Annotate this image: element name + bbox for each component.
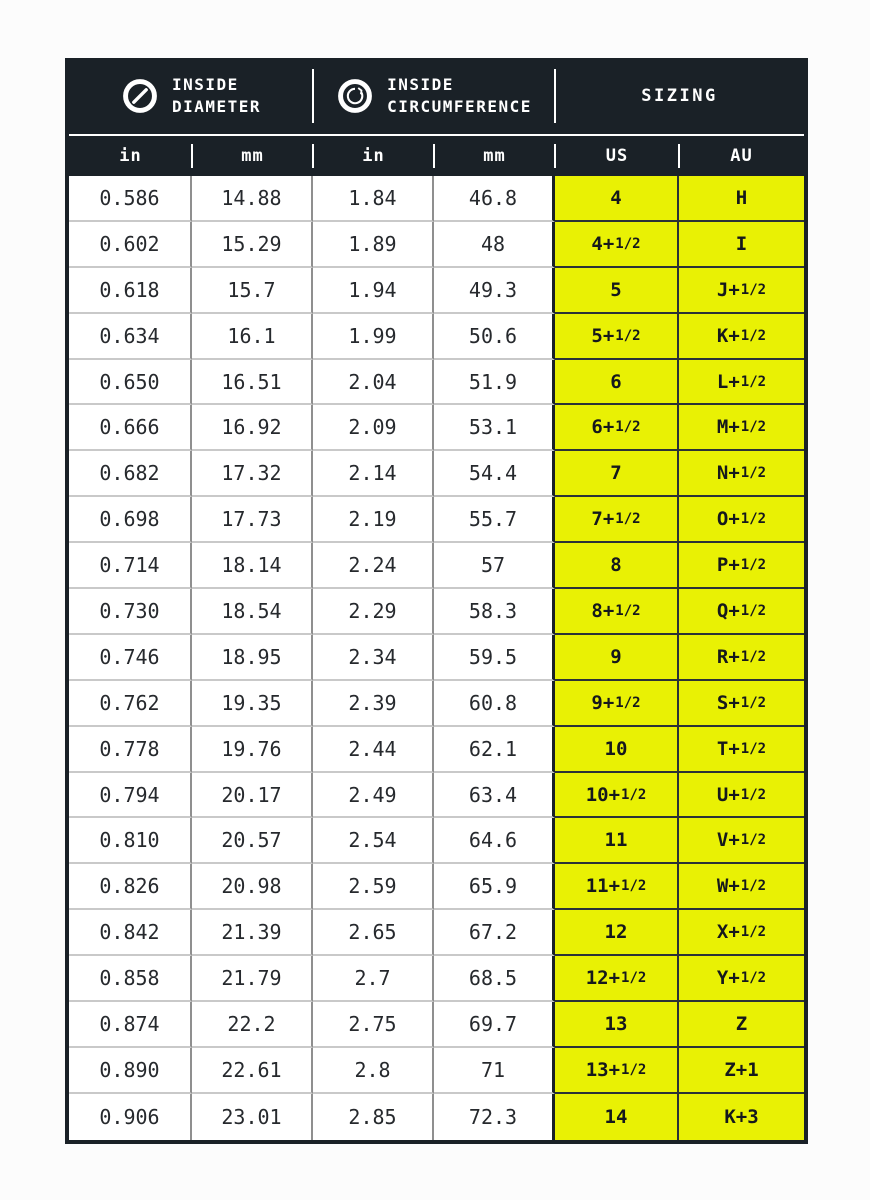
circumference-in-cell: 2.24 (313, 543, 434, 589)
au-size-cell: Z (679, 1002, 804, 1048)
diameter-mm-cell: 20.98 (192, 864, 313, 910)
au-size-cell: T+ 1/2 (679, 727, 804, 773)
circumference-in-cell: 2.39 (313, 681, 434, 727)
sizing-header (555, 58, 804, 134)
au-size-cell: K+3 (679, 1094, 804, 1140)
diameter-in-cell: 0.634 (69, 314, 192, 360)
table-row (69, 818, 804, 864)
diameter-in-cell: 0.842 (69, 910, 192, 956)
ring-size-chart (65, 58, 808, 1144)
au-size-cell: J+ 1/2 (679, 268, 804, 314)
au-size-cell: O+ 1/2 (679, 497, 804, 543)
table-row (69, 727, 804, 773)
diameter-mm-cell: 18.14 (192, 543, 313, 589)
diameter-in-cell: 0.666 (69, 405, 192, 451)
circumference-mm-cell: 53.1 (434, 405, 555, 451)
column-header-circumference-in: in (313, 136, 434, 176)
diameter-in-cell: 0.906 (69, 1094, 192, 1140)
table-row (69, 1002, 804, 1048)
circumference-icon (336, 77, 374, 115)
circumference-mm-cell: 48 (434, 222, 555, 268)
circumference-mm-cell: 51.9 (434, 360, 555, 406)
table-row (69, 176, 804, 222)
table-row (69, 864, 804, 910)
us-size-cell: 6 (555, 360, 679, 406)
inside-diameter-header (69, 58, 313, 134)
circumference-mm-cell: 65.9 (434, 864, 555, 910)
circumference-mm-cell: 57 (434, 543, 555, 589)
diameter-mm-cell: 20.17 (192, 773, 313, 819)
diameter-in-cell: 0.858 (69, 956, 192, 1002)
us-size-cell: 6+ 1/2 (555, 405, 679, 451)
column-header-us: US (555, 136, 679, 176)
diameter-mm-cell: 23.01 (192, 1094, 313, 1140)
circumference-in-cell: 2.44 (313, 727, 434, 773)
au-size-cell: H (679, 176, 804, 222)
circumference-in-cell: 2.7 (313, 956, 434, 1002)
diameter-in-cell: 0.778 (69, 727, 192, 773)
au-size-cell: L+ 1/2 (679, 360, 804, 406)
diameter-mm-cell: 14.88 (192, 176, 313, 222)
au-size-cell: M+ 1/2 (679, 405, 804, 451)
label-line-2: DIAMETER (171, 97, 262, 116)
diameter-in-cell: 0.650 (69, 360, 192, 406)
diameter-mm-cell: 17.73 (192, 497, 313, 543)
us-size-cell: 4 (555, 176, 679, 222)
table-row (69, 543, 804, 589)
us-size-cell: 5 (555, 268, 679, 314)
us-size-cell: 12 (555, 910, 679, 956)
table-row (69, 1094, 804, 1140)
circumference-mm-cell: 54.4 (434, 451, 555, 497)
diameter-mm-cell: 22.2 (192, 1002, 313, 1048)
us-size-cell: 10+ 1/2 (555, 773, 679, 819)
diameter-mm-cell: 15.7 (192, 268, 313, 314)
diameter-mm-cell: 21.39 (192, 910, 313, 956)
table-row (69, 589, 804, 635)
diameter-in-cell: 0.714 (69, 543, 192, 589)
au-size-cell: P+ 1/2 (679, 543, 804, 589)
table-row (69, 405, 804, 451)
au-size-cell: V+ 1/2 (679, 818, 804, 864)
au-size-cell: I (679, 222, 804, 268)
au-size-cell: R+ 1/2 (679, 635, 804, 681)
circumference-in-cell: 2.04 (313, 360, 434, 406)
us-size-cell: 11 (555, 818, 679, 864)
diameter-mm-cell: 15.29 (192, 222, 313, 268)
circumference-mm-cell: 59.5 (434, 635, 555, 681)
circumference-in-cell: 2.29 (313, 589, 434, 635)
diameter-mm-cell: 16.92 (192, 405, 313, 451)
au-size-cell: X+ 1/2 (679, 910, 804, 956)
circumference-in-cell: 2.09 (313, 405, 434, 451)
us-size-cell: 8+ 1/2 (555, 589, 679, 635)
circumference-mm-cell: 49.3 (434, 268, 555, 314)
sizing-label: SIZING (641, 86, 718, 106)
us-size-cell: 9 (555, 635, 679, 681)
column-header-diameter-in: in (69, 136, 192, 176)
circumference-in-cell: 2.14 (313, 451, 434, 497)
us-size-cell: 13 (555, 1002, 679, 1048)
circumference-mm-cell: 64.6 (434, 818, 555, 864)
table-row (69, 360, 804, 406)
diameter-mm-cell: 17.32 (192, 451, 313, 497)
au-size-cell: Z+1 (679, 1048, 804, 1094)
label-line-1: INSIDE (387, 75, 454, 95)
diameter-mm-cell: 22.61 (192, 1048, 313, 1094)
table-row (69, 222, 804, 268)
table-row (69, 910, 804, 956)
us-size-cell: 7+ 1/2 (555, 497, 679, 543)
circumference-mm-cell: 67.2 (434, 910, 555, 956)
circumference-mm-cell: 58.3 (434, 589, 555, 635)
diameter-in-cell: 0.762 (69, 681, 192, 727)
circumference-in-cell: 2.59 (313, 864, 434, 910)
table-row (69, 497, 804, 543)
us-size-cell: 5+ 1/2 (555, 314, 679, 360)
diameter-mm-cell: 16.1 (192, 314, 313, 360)
inside-circumference-header (313, 58, 555, 134)
us-size-cell: 12+ 1/2 (555, 956, 679, 1002)
us-size-cell: 10 (555, 727, 679, 773)
table-row (69, 451, 804, 497)
circumference-in-cell: 2.8 (313, 1048, 434, 1094)
diameter-mm-cell: 18.54 (192, 589, 313, 635)
au-size-cell: W+ 1/2 (679, 864, 804, 910)
us-size-cell: 9+ 1/2 (555, 681, 679, 727)
diameter-mm-cell: 19.76 (192, 727, 313, 773)
circumference-mm-cell: 55.7 (434, 497, 555, 543)
column-header-circumference-mm: mm (434, 136, 555, 176)
diameter-mm-cell: 19.35 (192, 681, 313, 727)
circumference-in-cell: 2.34 (313, 635, 434, 681)
circumference-mm-cell: 62.1 (434, 727, 555, 773)
diameter-in-cell: 0.730 (69, 589, 192, 635)
chart-header (69, 58, 804, 134)
table-body (69, 176, 804, 1140)
table-row (69, 773, 804, 819)
circumference-in-cell: 2.49 (313, 773, 434, 819)
circumference-in-cell: 1.89 (313, 222, 434, 268)
diameter-in-cell: 0.874 (69, 1002, 192, 1048)
table-row (69, 956, 804, 1002)
circumference-in-cell: 2.65 (313, 910, 434, 956)
circumference-mm-cell: 63.4 (434, 773, 555, 819)
circumference-in-cell: 1.84 (313, 176, 434, 222)
us-size-cell: 7 (555, 451, 679, 497)
diameter-in-cell: 0.602 (69, 222, 192, 268)
table-row (69, 1048, 804, 1094)
circumference-in-cell: 1.99 (313, 314, 434, 360)
us-size-cell: 13+ 1/2 (555, 1048, 679, 1094)
diameter-icon (121, 77, 159, 115)
column-header-row (69, 136, 804, 176)
diameter-in-cell: 0.810 (69, 818, 192, 864)
column-header-diameter-mm: mm (192, 136, 313, 176)
table-row (69, 268, 804, 314)
label-line-2: CIRCUMFERENCE (387, 97, 532, 116)
circumference-mm-cell: 72.3 (434, 1094, 555, 1140)
inside-circumference-label (387, 74, 532, 117)
table-row (69, 314, 804, 360)
column-header-au: AU (730, 146, 753, 166)
circumference-in-cell: 2.75 (313, 1002, 434, 1048)
circumference-in-cell: 2.85 (313, 1094, 434, 1140)
diameter-mm-cell: 16.51 (192, 360, 313, 406)
us-size-cell: 8 (555, 543, 679, 589)
diameter-mm-cell: 20.57 (192, 818, 313, 864)
diameter-in-cell: 0.586 (69, 176, 192, 222)
diameter-in-cell: 0.794 (69, 773, 192, 819)
au-size-cell: S+ 1/2 (679, 681, 804, 727)
circumference-mm-cell: 71 (434, 1048, 555, 1094)
circumference-in-cell: 1.94 (313, 268, 434, 314)
diameter-in-cell: 0.682 (69, 451, 192, 497)
au-size-cell: U+ 1/2 (679, 773, 804, 819)
us-size-cell: 11+ 1/2 (555, 864, 679, 910)
circumference-mm-cell: 69.7 (434, 1002, 555, 1048)
table-row (69, 635, 804, 681)
diameter-mm-cell: 18.95 (192, 635, 313, 681)
diameter-in-cell: 0.826 (69, 864, 192, 910)
circumference-mm-cell: 50.6 (434, 314, 555, 360)
au-size-cell: N+ 1/2 (679, 451, 804, 497)
us-size-cell: 4+ 1/2 (555, 222, 679, 268)
circumference-mm-cell: 68.5 (434, 956, 555, 1002)
us-size-cell: 14 (555, 1094, 679, 1140)
circumference-in-cell: 2.54 (313, 818, 434, 864)
table-row (69, 681, 804, 727)
circumference-mm-cell: 46.8 (434, 176, 555, 222)
label-line-1: INSIDE (171, 75, 239, 95)
inside-diameter-label (172, 74, 261, 117)
circumference-mm-cell: 60.8 (434, 681, 555, 727)
diameter-in-cell: 0.890 (69, 1048, 192, 1094)
diameter-in-cell: 0.746 (69, 635, 192, 681)
diameter-mm-cell: 21.79 (192, 956, 313, 1002)
circumference-in-cell: 2.19 (313, 497, 434, 543)
au-size-cell: Y+ 1/2 (679, 956, 804, 1002)
au-size-cell: K+ 1/2 (679, 314, 804, 360)
diameter-in-cell: 0.618 (69, 268, 192, 314)
diameter-in-cell: 0.698 (69, 497, 192, 543)
au-size-cell: Q+ 1/2 (679, 589, 804, 635)
